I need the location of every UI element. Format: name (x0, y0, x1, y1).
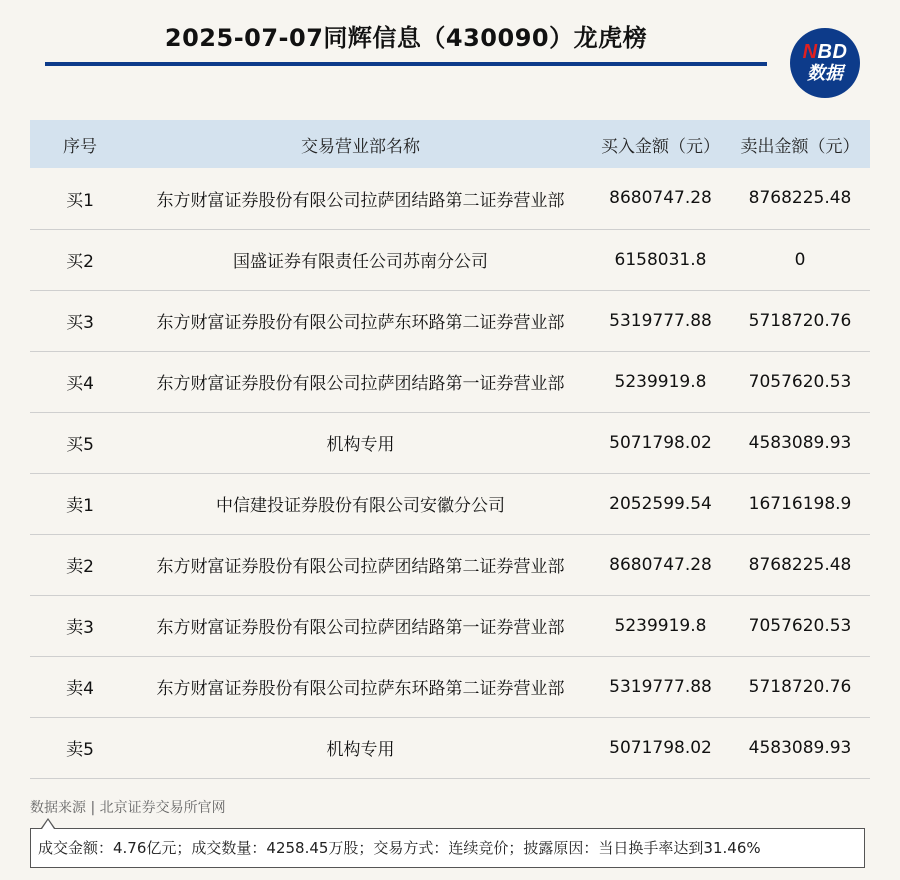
buy-amount: 5239919.8 (614, 371, 707, 392)
sell-amount: 5718720.76 (748, 310, 852, 331)
sell-amount: 8768225.48 (748, 188, 852, 209)
row-index: 买5 (66, 435, 94, 455)
table-header-row (30, 120, 870, 168)
buy-amount: 5071798.02 (609, 737, 712, 758)
column-header-branch: 交易营业部名称 (301, 136, 420, 157)
callout-pointer-fill (42, 820, 54, 829)
column-header-buy-amount: 买入金额（元） (601, 136, 720, 157)
sell-amount: 4583089.93 (748, 737, 852, 758)
buy-amount: 8680747.28 (609, 554, 712, 575)
branch-name: 东方财富证券股份有限公司拉萨东环路第二证券营业部 (156, 679, 565, 699)
branch-name: 东方财富证券股份有限公司拉萨团结路第一证券营业部 (156, 618, 565, 638)
logo-accent-letter: N (802, 41, 818, 63)
buy-amount: 8680747.28 (609, 188, 712, 209)
branch-name: 东方财富证券股份有限公司拉萨东环路第二证券营业部 (156, 313, 565, 333)
table-body (30, 168, 870, 778)
sell-amount: 16716198.9 (748, 493, 852, 514)
row-index: 买1 (66, 190, 94, 211)
sell-amount: 7057620.53 (748, 371, 852, 392)
logo-letters: BD (817, 41, 848, 63)
sell-amount: 4583089.93 (748, 432, 852, 453)
row-index: 卖5 (66, 740, 94, 760)
table-row (30, 412, 870, 473)
table-row (30, 656, 870, 717)
logo-line-1 (803, 42, 848, 62)
page-title: 2025-07-07同辉信息（430090）龙虎榜 (164, 24, 648, 52)
trade-summary-note: 成交金额：4.76亿元；成交数量：4258.45万股；交易方式：连续竞价；披露原因：当日换手率达到31.46% (30, 828, 865, 868)
sell-amount: 7057620.53 (748, 615, 852, 636)
branch-name: 中信建投证券股份有限公司安徽分公司 (216, 496, 505, 516)
table-row (30, 168, 870, 229)
row-index: 买2 (66, 252, 94, 272)
table-row (30, 473, 870, 534)
table-header (30, 120, 870, 168)
buy-amount: 2052599.54 (609, 493, 712, 514)
row-index: 买3 (66, 313, 94, 333)
table-row (30, 717, 870, 778)
branch-name: 东方财富证券股份有限公司拉萨团结路第二证券营业部 (156, 190, 565, 211)
buy-amount: 6158031.8 (614, 249, 707, 270)
buy-amount: 5319777.88 (609, 310, 712, 331)
buy-amount: 5071798.02 (609, 432, 712, 453)
table-row (30, 595, 870, 656)
row-index: 卖3 (66, 618, 94, 638)
column-header-sell-amount: 卖出金额（元） (740, 136, 860, 157)
table-row (30, 351, 870, 412)
branch-name: 机构专用 (326, 740, 395, 760)
branch-name: 机构专用 (326, 435, 395, 455)
sell-amount: 8768225.48 (748, 554, 852, 575)
table-row (30, 229, 870, 290)
data-source-caption: 数据来源 | 北京证券交易所官网 (30, 800, 226, 816)
branch-name: 东方财富证券股份有限公司拉萨团结路第二证券营业部 (156, 557, 565, 577)
table-row (30, 290, 870, 351)
column-header-index: 序号 (63, 136, 97, 157)
table-row (30, 534, 870, 595)
dragon-tiger-table (30, 120, 870, 779)
buy-amount: 5239919.8 (614, 615, 707, 636)
row-index: 买4 (66, 374, 94, 394)
sell-amount: 5718720.76 (748, 676, 852, 697)
row-index: 卖1 (66, 496, 94, 516)
title-underline (45, 62, 767, 66)
branch-name: 国盛证券有限责任公司苏南分公司 (233, 252, 488, 272)
buy-amount: 5319777.88 (609, 676, 712, 697)
logo-line-2: 数据 (807, 63, 843, 83)
row-index: 卖2 (66, 557, 94, 577)
branch-name: 东方财富证券股份有限公司拉萨团结路第一证券营业部 (156, 374, 565, 394)
sell-amount: 0 (794, 249, 806, 270)
row-index: 卖4 (66, 679, 94, 699)
nbd-logo (790, 28, 860, 98)
